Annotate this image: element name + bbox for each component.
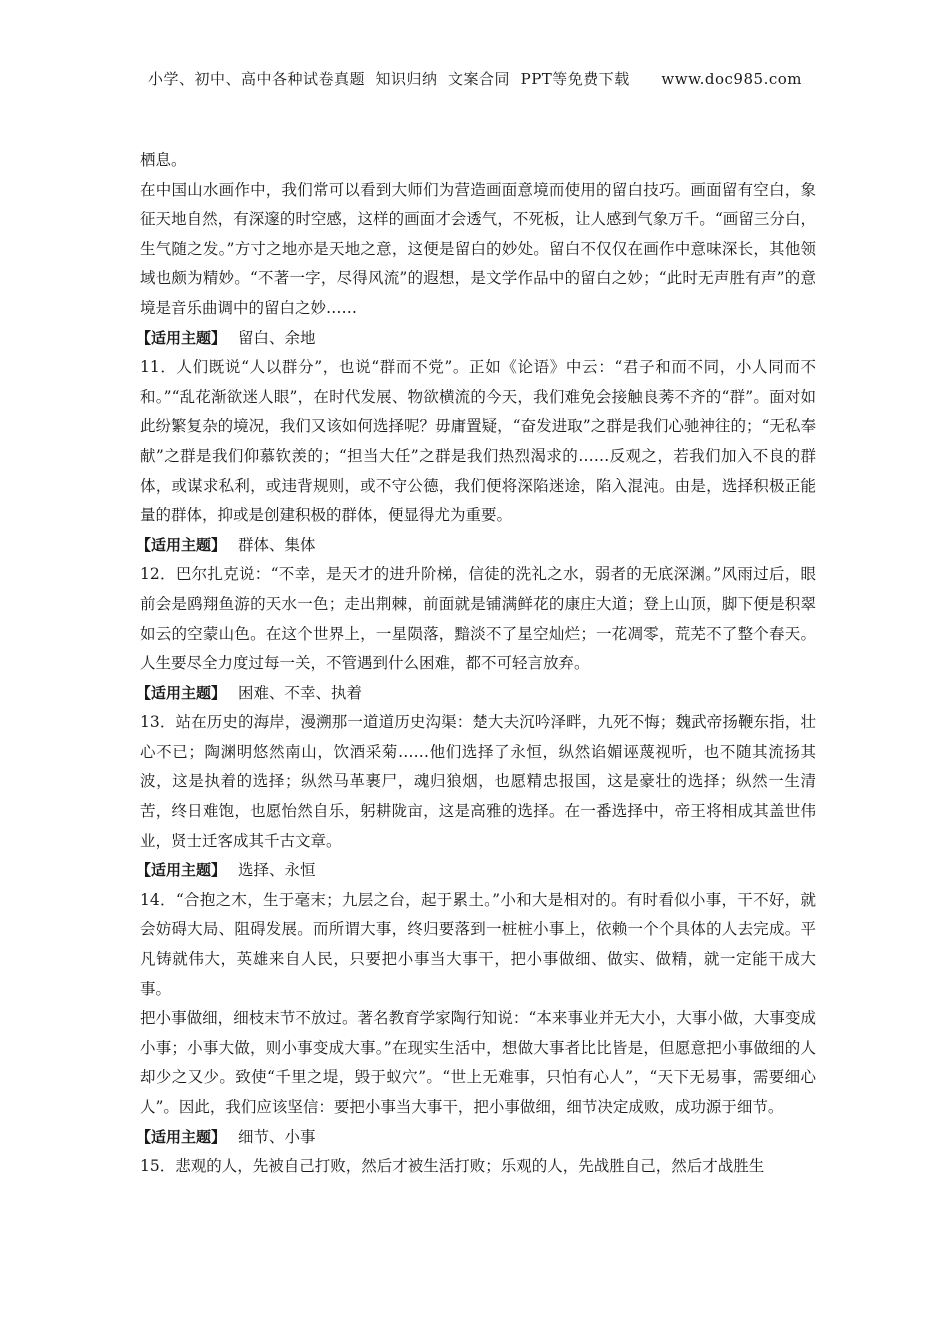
topic-value: 选择、永恒 (238, 861, 316, 880)
topic-value: 群体、集体 (238, 535, 316, 554)
topic-line (136, 856, 816, 886)
paragraph: 15．悲观的人，先被自己打败，然后才被生活打败；乐观的人，先战胜自己，然后才战胜生 (140, 1157, 765, 1176)
topic-label: 【适用主题】 (136, 683, 227, 702)
page-header: 小学、初中、高中各种试卷真题 知识归纳 文案合同 PPT等免费下载 www.doc985.com (147, 70, 802, 88)
topic-label: 【适用主题】 (136, 328, 227, 347)
topic-line (136, 324, 816, 354)
paragraph: 把小事做细，细枝末节不放过。著名教育学家陶行知说：“本来事业并无大小，大事小做，大事变成小事；小事大做，则小事变成大事。”在现实生活中，想做大事者比比皆是，但愿意把小事做细的人却少之又少。致使“千里之堤，毁于蚁穴”。“世上无难事，只怕有心人”，“天下无易事，需要细心人”。因此，我们应该坚信：要把小事当大事干，把小事做细，细节决定成败，成功源于细节。 (140, 1009, 816, 1116)
paragraph: 12．巴尔扎克说：“不幸，是天才的进升阶梯，信徒的洗礼之水，弱者的无底深渊。”风雨过后，眼前会是鸥翔鱼游的天水一色；走出荆棘，前面就是铺满鲜花的康庄大道；登上山顶，脚下便是积翠如云的空蒙山色。在这个世界上，一星陨落，黯淡不了星空灿烂；一花凋零，荒芜不了整个春天。人生要尽全力度过每一关，不管遇到什么困难，都不可轻言放弃。 (140, 565, 816, 673)
topic-line (136, 1123, 816, 1153)
paragraph: 在中国山水画作中，我们常可以看到大师们为营造画面意境而使用的留白技巧。画面留有空白，象征天地自然，有深邃的时空感，这样的画面才会透气，不死板，让人感到气象万千。“画留三分白，生气随之发。”方寸之地亦是天地之意，这便是留白的妙处。留白不仅仅在画作中意味深长，其他领域也颇为精妙。“不著一字，尽得风流”的遐想，是文学作品中的留白之妙；“此时无声胜有声”的意境是音乐曲调中的留白之妙…… (140, 180, 816, 317)
paragraph: 13．站在历史的海岸，漫溯那一道道历史沟渠：楚大夫沉吟泽畔，九死不悔；魏武帝扬鞭东指，壮心不已；陶渊明悠然南山，饮酒采菊……他们选择了永恒，纵然谄媚诬蔑视听，也不随其流扬其波，这是执着的选择；纵然马革裹尸，魂归狼烟，也愿精忠报国，这是豪壮的选择；纵然一生清苦，终日难饱，也愿怡然自乐，躬耕陇亩，这是高雅的选择。在一番选择中，帝王将相成其盖世伟业，贤士迁客成其千古文章。 (140, 713, 816, 850)
topic-value: 细节、小事 (238, 1127, 316, 1146)
paragraph: 11．人们既说“人以群分”，也说“群而不党”。正如《论语》中云：“君子和而不同，小人同而不和。”“乱花渐欲迷人眼”，在时代发展、物欲横流的今天，我们难免会接触良莠不齐的“群”。面对如此纷繁复杂的境况，我们又该如何选择呢？毋庸置疑，“奋发进取”之群是我们心驰神往的；“无私奉献”之群是我们仰慕钦羡的；“担当大任”之群是我们热烈渴求的……反观之，若我们加入不良的群体，或谋求私利，或违背规则，或不守公德，我们便将深陷迷途，陷入混沌。由是，选择积极正能量的群体，抑或是创建积极的群体，便显得尤为重要。 (140, 358, 816, 525)
topic-line (136, 531, 816, 561)
topic-line (136, 679, 816, 709)
paragraph: 栖息。 (140, 151, 187, 169)
document-body (136, 146, 816, 1182)
topic-value: 留白、余地 (238, 328, 316, 347)
topic-label: 【适用主题】 (136, 861, 227, 880)
paragraph: 14．“合抱之木，生于毫末；九层之台，起于累土。”小和大是相对的。有时看似小事，干不好，就会妨碍大局、阻碍发展。而所谓大事，终归要落到一桩桩小事上，依赖一个个具体的人去完成。平凡铸就伟大，英雄来自人民，只要把小事当大事干，把小事做细、做实、做精，就一定能干成大事。 (140, 890, 816, 998)
topic-value: 困难、不幸、执着 (238, 683, 363, 702)
topic-label: 【适用主题】 (136, 535, 227, 554)
topic-label: 【适用主题】 (136, 1127, 227, 1146)
